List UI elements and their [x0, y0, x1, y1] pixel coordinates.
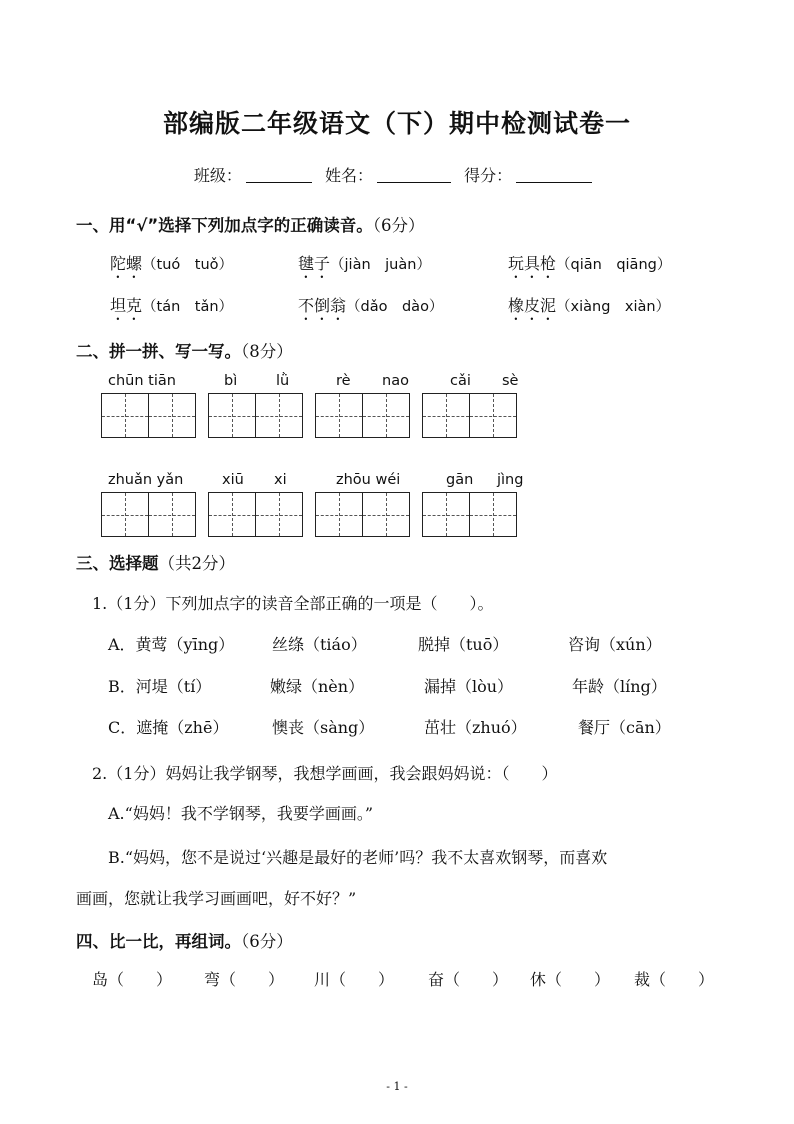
s1-item-4 — [110, 293, 233, 324]
s1-item-3 — [508, 251, 671, 282]
s1-item-6 — [508, 293, 670, 324]
section-2-title: 二、拼一拼、写一写。 — [76, 342, 241, 361]
page-title: 部编版二年级语文（下）期中检测试卷一 — [162, 109, 631, 138]
section-2-points: （8分） — [241, 342, 293, 361]
s1-pinyin: （dǎo dào） — [346, 299, 444, 315]
s3-q1-option-a-2: 丝绦（tiáo） — [272, 635, 367, 654]
s3-q1-option-c-2: 懊丧（sàng） — [272, 718, 375, 737]
writing-cell[interactable] — [362, 393, 410, 438]
s3-q1-option-c[interactable]: C．遮掩（zhē） — [108, 718, 229, 737]
s2-pinyin-7: sè — [502, 373, 519, 389]
s3-q1-option-b[interactable]: B．河堤（tí） — [108, 677, 212, 696]
s3-q1-option-c-4: 餐厅（cān） — [578, 718, 671, 737]
writing-cell[interactable] — [101, 393, 149, 438]
page-number: - 1 - — [386, 1080, 408, 1093]
s2-pinyin-12: gān — [446, 472, 474, 488]
s2-pinyin-13: jìng — [497, 472, 524, 488]
writing-cell[interactable] — [148, 393, 196, 438]
score-label: 得分： — [464, 166, 513, 185]
writing-cell[interactable] — [101, 492, 149, 537]
section-1-points: （6分） — [372, 216, 425, 235]
s1-pinyin: （xiàng xiàn） — [556, 299, 671, 315]
section-4-points: （6分） — [241, 932, 293, 951]
s3-q1-option-a-4: 咨询（xún） — [568, 635, 662, 654]
writing-cell[interactable] — [469, 393, 517, 438]
score-blank[interactable] — [516, 168, 592, 183]
writing-cell[interactable] — [148, 492, 196, 537]
s4-item-4[interactable]: 奋（ ） — [428, 970, 509, 989]
writing-cell[interactable] — [422, 492, 470, 537]
section-2-heading — [76, 338, 293, 362]
writing-cell[interactable] — [469, 492, 517, 537]
s3-q2-option-b-cont: 画画，您就让我学习画画吧，好不好？” — [76, 889, 357, 908]
section-3-heading — [76, 550, 235, 574]
s2-pinyin-3: lǜ — [276, 373, 290, 389]
s3-q1-option-a-3: 脱掉（tuō） — [418, 635, 509, 654]
s1-item-1 — [110, 251, 233, 282]
s2-pinyin-10: xi — [274, 472, 287, 488]
s1-pinyin: （tán tǎn） — [142, 299, 234, 315]
writing-cell[interactable] — [315, 393, 363, 438]
s4-item-2[interactable]: 弯（ ） — [204, 970, 285, 989]
s4-item-3[interactable]: 川（ ） — [314, 970, 395, 989]
writing-cell[interactable] — [422, 393, 470, 438]
s1-word: 毽子 — [298, 254, 331, 273]
writing-cell[interactable] — [208, 492, 256, 537]
section-3-points: （共2分） — [158, 554, 235, 573]
s2-pinyin-6: cǎi — [450, 373, 471, 389]
class-blank[interactable] — [246, 168, 312, 183]
s1-pinyin: （qiān qiāng） — [556, 257, 672, 273]
s3-q2-option-b[interactable]: B.“妈妈，您不是说过‘兴趣是最好的老师’吗？我不太喜欢钢琴，而喜欢 — [108, 848, 608, 867]
s2-pinyin-4: rè — [336, 373, 351, 389]
name-label: 姓名： — [324, 166, 373, 185]
s1-pinyin: （jiàn juàn） — [330, 257, 431, 273]
s3-q1-option-b-4: 年龄（líng） — [572, 677, 667, 696]
s1-word: 坦克 — [110, 296, 143, 315]
s4-item-1[interactable]: 岛（ ） — [92, 970, 173, 989]
section-3-title: 三、选择题 — [76, 554, 159, 573]
section-4-heading — [76, 928, 293, 952]
s1-word: 橡皮泥 — [508, 296, 557, 315]
s2-pinyin-2: bì — [224, 373, 238, 389]
section-1-title: 一、用“√”选择下列加点字的正确读音。 — [76, 216, 373, 235]
s2-pinyin-11: zhōu wéi — [336, 472, 401, 488]
section-4-title: 四、比一比，再组词。 — [76, 932, 241, 951]
s4-item-6[interactable]: 裁（ ） — [634, 970, 715, 989]
s2-pinyin-5: nao — [382, 373, 409, 389]
s3-question-1: 1.（1分）下列加点字的读音全部正确的一项是（ ）。 — [92, 594, 494, 613]
s4-item-5[interactable]: 休（ ） — [530, 970, 611, 989]
s1-word: 陀螺 — [110, 254, 143, 273]
s1-pinyin: （tuó tuǒ） — [142, 257, 234, 273]
s1-item-2 — [298, 251, 431, 282]
class-label: 班级： — [193, 166, 242, 185]
s1-item-5 — [298, 293, 443, 324]
s2-pinyin-1: chūn tiān — [108, 373, 176, 389]
s2-pinyin-8: zhuǎn yǎn — [108, 472, 184, 488]
s2-pinyin-9: xiū — [222, 472, 244, 488]
s3-q1-option-c-3: 茁壮（zhuó） — [424, 718, 527, 737]
writing-cell[interactable] — [362, 492, 410, 537]
writing-cell[interactable] — [255, 393, 303, 438]
name-blank[interactable] — [377, 168, 451, 183]
s1-word: 不倒翁 — [298, 296, 347, 315]
writing-cell[interactable] — [255, 492, 303, 537]
s3-q1-option-b-3: 漏掉（lòu） — [424, 677, 514, 696]
writing-cell[interactable] — [315, 492, 363, 537]
s3-q1-option-b-2: 嫩绿（nèn） — [270, 677, 365, 696]
s3-q1-option-a[interactable]: A．黄莺（yīng） — [108, 635, 235, 654]
s1-word: 玩具枪 — [508, 254, 557, 273]
writing-cell[interactable] — [208, 393, 256, 438]
s3-question-2: 2.（1分）妈妈让我学钢琴，我想学画画，我会跟妈妈说：（ ） — [92, 764, 558, 783]
s3-q2-option-a[interactable]: A.“妈妈！我不学钢琴，我要学画画。” — [108, 804, 374, 823]
s2-writing-grid-2 — [101, 492, 529, 537]
s2-writing-grid-1 — [101, 393, 529, 438]
student-info — [0, 163, 794, 186]
section-1-heading — [76, 212, 424, 236]
